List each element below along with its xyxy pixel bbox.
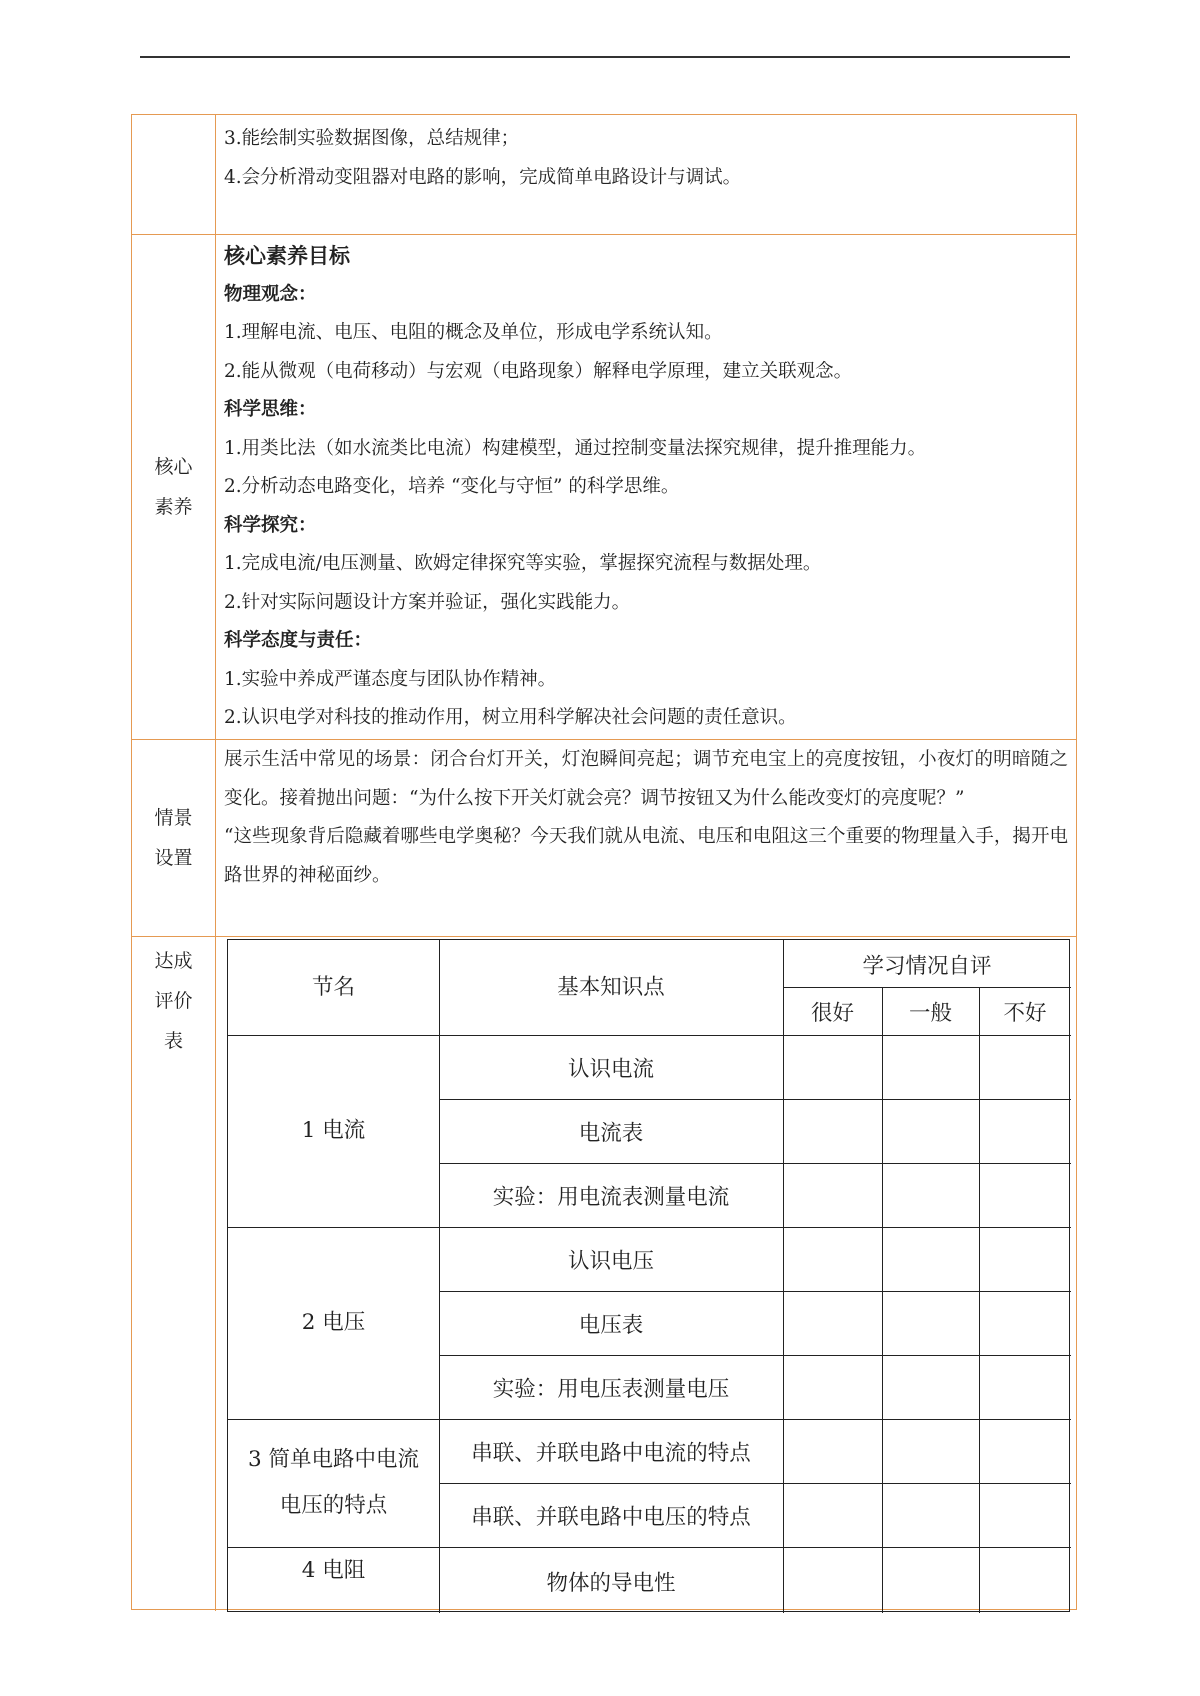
section-item: 2.针对实际问题设计方案并验证，强化实践能力。: [224, 591, 631, 613]
section-item: 1.完成电流/电压测量、欧姆定律探究等实验，掌握探究流程与数据处理。: [224, 553, 822, 574]
header-section-name: 节名: [311, 974, 355, 1000]
section-heading: 物理观念：: [224, 283, 317, 305]
core-literacy-label: [132, 235, 216, 739]
scenario-paragraph: 展示生活中常见的场景：闭合台灯开关，灯泡瞬间亮起；调节充电宝上的亮度按钮，小夜灯的明暗随之变化。接着抛出问题：“为什么按下开关灯就会亮？调节按钮又为什么能改变灯的亮度呢？”: [224, 749, 1068, 809]
section-heading: 科学探究：: [224, 514, 317, 536]
header-rule: [140, 56, 1070, 58]
section-heading: 科学思维：: [224, 399, 317, 420]
section-item: 1.用类比法（如水流类比电流）构建模型，通过控制变量法探究规律，提升推理能力。: [224, 437, 927, 459]
header-self-evaluation: 学习情况自评: [862, 953, 992, 979]
objectives-label-cell: [132, 115, 216, 234]
section-name-line: 电压的特点: [279, 1493, 388, 1518]
header-knowledge-point: 基本知识点: [557, 974, 665, 1000]
objective-item: 4.会分析滑动变阻器对电路的影响，完成简单电路设计与调试。: [224, 166, 742, 188]
objectives-row: [132, 115, 1076, 235]
knowledge-point-cell: 实验：用电压表测量电压: [492, 1377, 730, 1402]
scenario-label-line1: 情景: [154, 807, 193, 829]
scenario-label: [132, 740, 216, 936]
core-literacy-label-line2: 素养: [154, 496, 193, 518]
section-item: 2.认识电学对科技的推动作用，树立用科学解决社会问题的责任意识。: [224, 707, 797, 728]
scenario-label-line2: 设置: [154, 847, 193, 869]
knowledge-point-cell: 串联、并联电路中电流的特点: [471, 1441, 751, 1466]
section-heading: 科学态度与责任：: [224, 630, 373, 651]
core-literacy-row: [132, 235, 1076, 740]
evaluation-label-line1: 达成: [154, 950, 193, 972]
section-name-cell: 1 电流: [301, 1118, 366, 1143]
section-name-line: 3 简单电路中电流: [247, 1447, 419, 1472]
scenario-paragraph: “这些现象背后隐藏着哪些电学奥秘？今天我们就从电流、电压和电阻这三个重要的物理量入手，揭开电路世界的神秘面纱。: [224, 826, 1068, 886]
knowledge-point-cell: 认识电流: [567, 1057, 654, 1082]
header-poor: 不好: [1003, 1001, 1047, 1026]
section-name-cell: 2 电压: [301, 1310, 366, 1335]
section-item: 2.能从微观（电荷移动）与宏观（电路现象）解释电学原理，建立关联观念。: [224, 360, 853, 382]
core-literacy-label-line1: 核心: [154, 456, 193, 478]
objectives-content: [224, 120, 1068, 197]
header-good: 很好: [810, 1001, 854, 1026]
evaluation-row: [132, 937, 1076, 1611]
self-evaluation-table: [227, 939, 1070, 1612]
core-literacy-content: [224, 237, 1068, 738]
knowledge-point-cell: 实验：用电流表测量电流: [492, 1185, 730, 1210]
knowledge-point-cell: 物体的导电性: [546, 1571, 676, 1596]
header-average: 一般: [908, 1001, 952, 1026]
section-name-cell: [228, 1419, 439, 1547]
knowledge-point-cell: 认识电压: [567, 1249, 654, 1274]
knowledge-point-cell: 电流表: [578, 1121, 644, 1146]
scenario-content: [224, 741, 1068, 895]
core-literacy-title: 核心素养目标: [224, 244, 350, 268]
evaluation-label-line2: 评价: [154, 990, 193, 1012]
evaluation-label: [132, 937, 216, 1611]
knowledge-point-cell: 串联、并联电路中电压的特点: [471, 1505, 751, 1530]
section-item: 1.理解电流、电压、电阻的概念及单位，形成电学系统认知。: [224, 322, 723, 343]
section-item: 1.实验中养成严谨态度与团队协作精神。: [224, 668, 557, 690]
section-item: 2.分析动态电路变化，培养 “变化与守恒” 的科学思维。: [224, 476, 680, 497]
knowledge-point-cell: 电压表: [578, 1313, 644, 1338]
section-name-cell: 4 电阻: [301, 1558, 366, 1583]
scenario-row: [132, 740, 1076, 937]
lesson-plan-table: [131, 114, 1077, 1610]
evaluation-label-line3: 表: [163, 1030, 183, 1052]
objective-item: 3.能绘制实验数据图像，总结规律；: [224, 128, 520, 149]
